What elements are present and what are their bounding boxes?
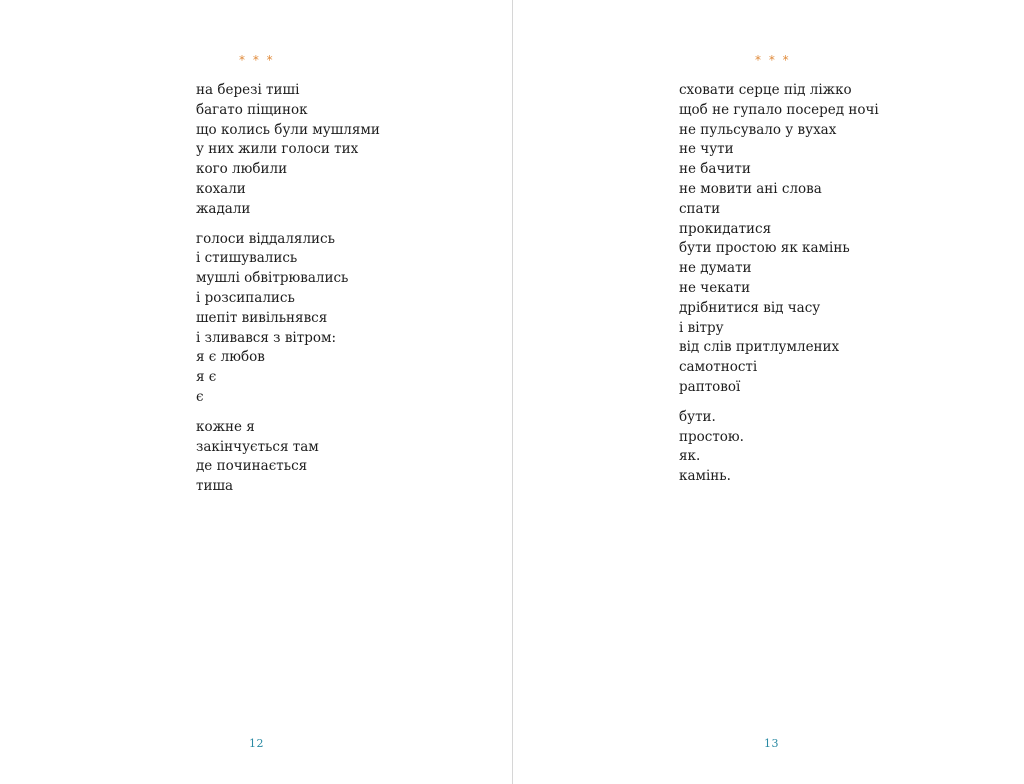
- poem-line: шепіт вивільнявся: [196, 309, 328, 326]
- poem-line: спати: [679, 200, 721, 217]
- poem-line: самотності: [679, 359, 758, 376]
- poem-line: і зливався з вітром:: [196, 329, 337, 346]
- poem-line: не бачити: [679, 161, 751, 178]
- poem-line: на березі тиші: [196, 82, 300, 98]
- poem-line: від слів притлумлених: [679, 339, 840, 356]
- poem-line: я є: [196, 369, 217, 386]
- poem-line: як.: [679, 448, 701, 465]
- stanza: [679, 408, 879, 487]
- poem-line: прокидатися: [679, 220, 772, 237]
- poem-line: є: [196, 388, 204, 405]
- poem-line: у них жили голоси тих: [196, 141, 359, 158]
- poem-line: кохали: [196, 180, 246, 197]
- poem-line: не думати: [679, 260, 752, 277]
- poem-line: не пульсувало у вухах: [679, 121, 837, 138]
- poem-line: бути простою як камінь: [679, 240, 850, 257]
- poem: [679, 81, 879, 487]
- poem-line: бути.: [679, 408, 716, 425]
- poem-line: голоси віддалялись: [196, 230, 335, 247]
- poem-line: простою.: [679, 428, 744, 445]
- page-number: 12: [249, 737, 264, 750]
- right-page: [513, 0, 1024, 784]
- poem-line: де починається: [196, 458, 308, 475]
- section-ornament: * * *: [755, 53, 791, 67]
- poem-line: закінчується там: [196, 438, 319, 455]
- poem-line: сховати серце під ліжко: [679, 82, 852, 98]
- poem-line: і стишувались: [196, 250, 298, 267]
- poem-line: не чекати: [679, 279, 751, 296]
- stanza: [196, 230, 380, 408]
- poem-line: мушлі обвітрювались: [196, 270, 349, 287]
- poem-line: багато піщинок: [196, 101, 308, 118]
- poem-line: щоб не гупало посеред ночі: [679, 101, 879, 118]
- poem-line: що колись були мушлями: [196, 121, 380, 138]
- poem-line: не чути: [679, 141, 734, 158]
- poem-line: раптової: [679, 378, 741, 395]
- poem-line: і вітру: [679, 319, 724, 336]
- poem-line: дрібнитися від часу: [679, 299, 821, 316]
- stanza: [679, 81, 879, 398]
- poem-line: я є любов: [196, 349, 265, 366]
- poem: [196, 81, 380, 497]
- stanza: [196, 81, 380, 220]
- poem-line: кожне я: [196, 418, 255, 435]
- poem-line: не мовити ані слова: [679, 180, 822, 197]
- poem-line: і розсипались: [196, 289, 295, 306]
- poem-line: жадали: [196, 200, 251, 217]
- page-number: 13: [764, 737, 779, 750]
- poem-line: кого любили: [196, 161, 288, 178]
- section-ornament: * * *: [239, 53, 275, 67]
- poem-line: тиша: [196, 478, 234, 495]
- poem-line: камінь.: [679, 468, 731, 485]
- stanza: [196, 418, 380, 497]
